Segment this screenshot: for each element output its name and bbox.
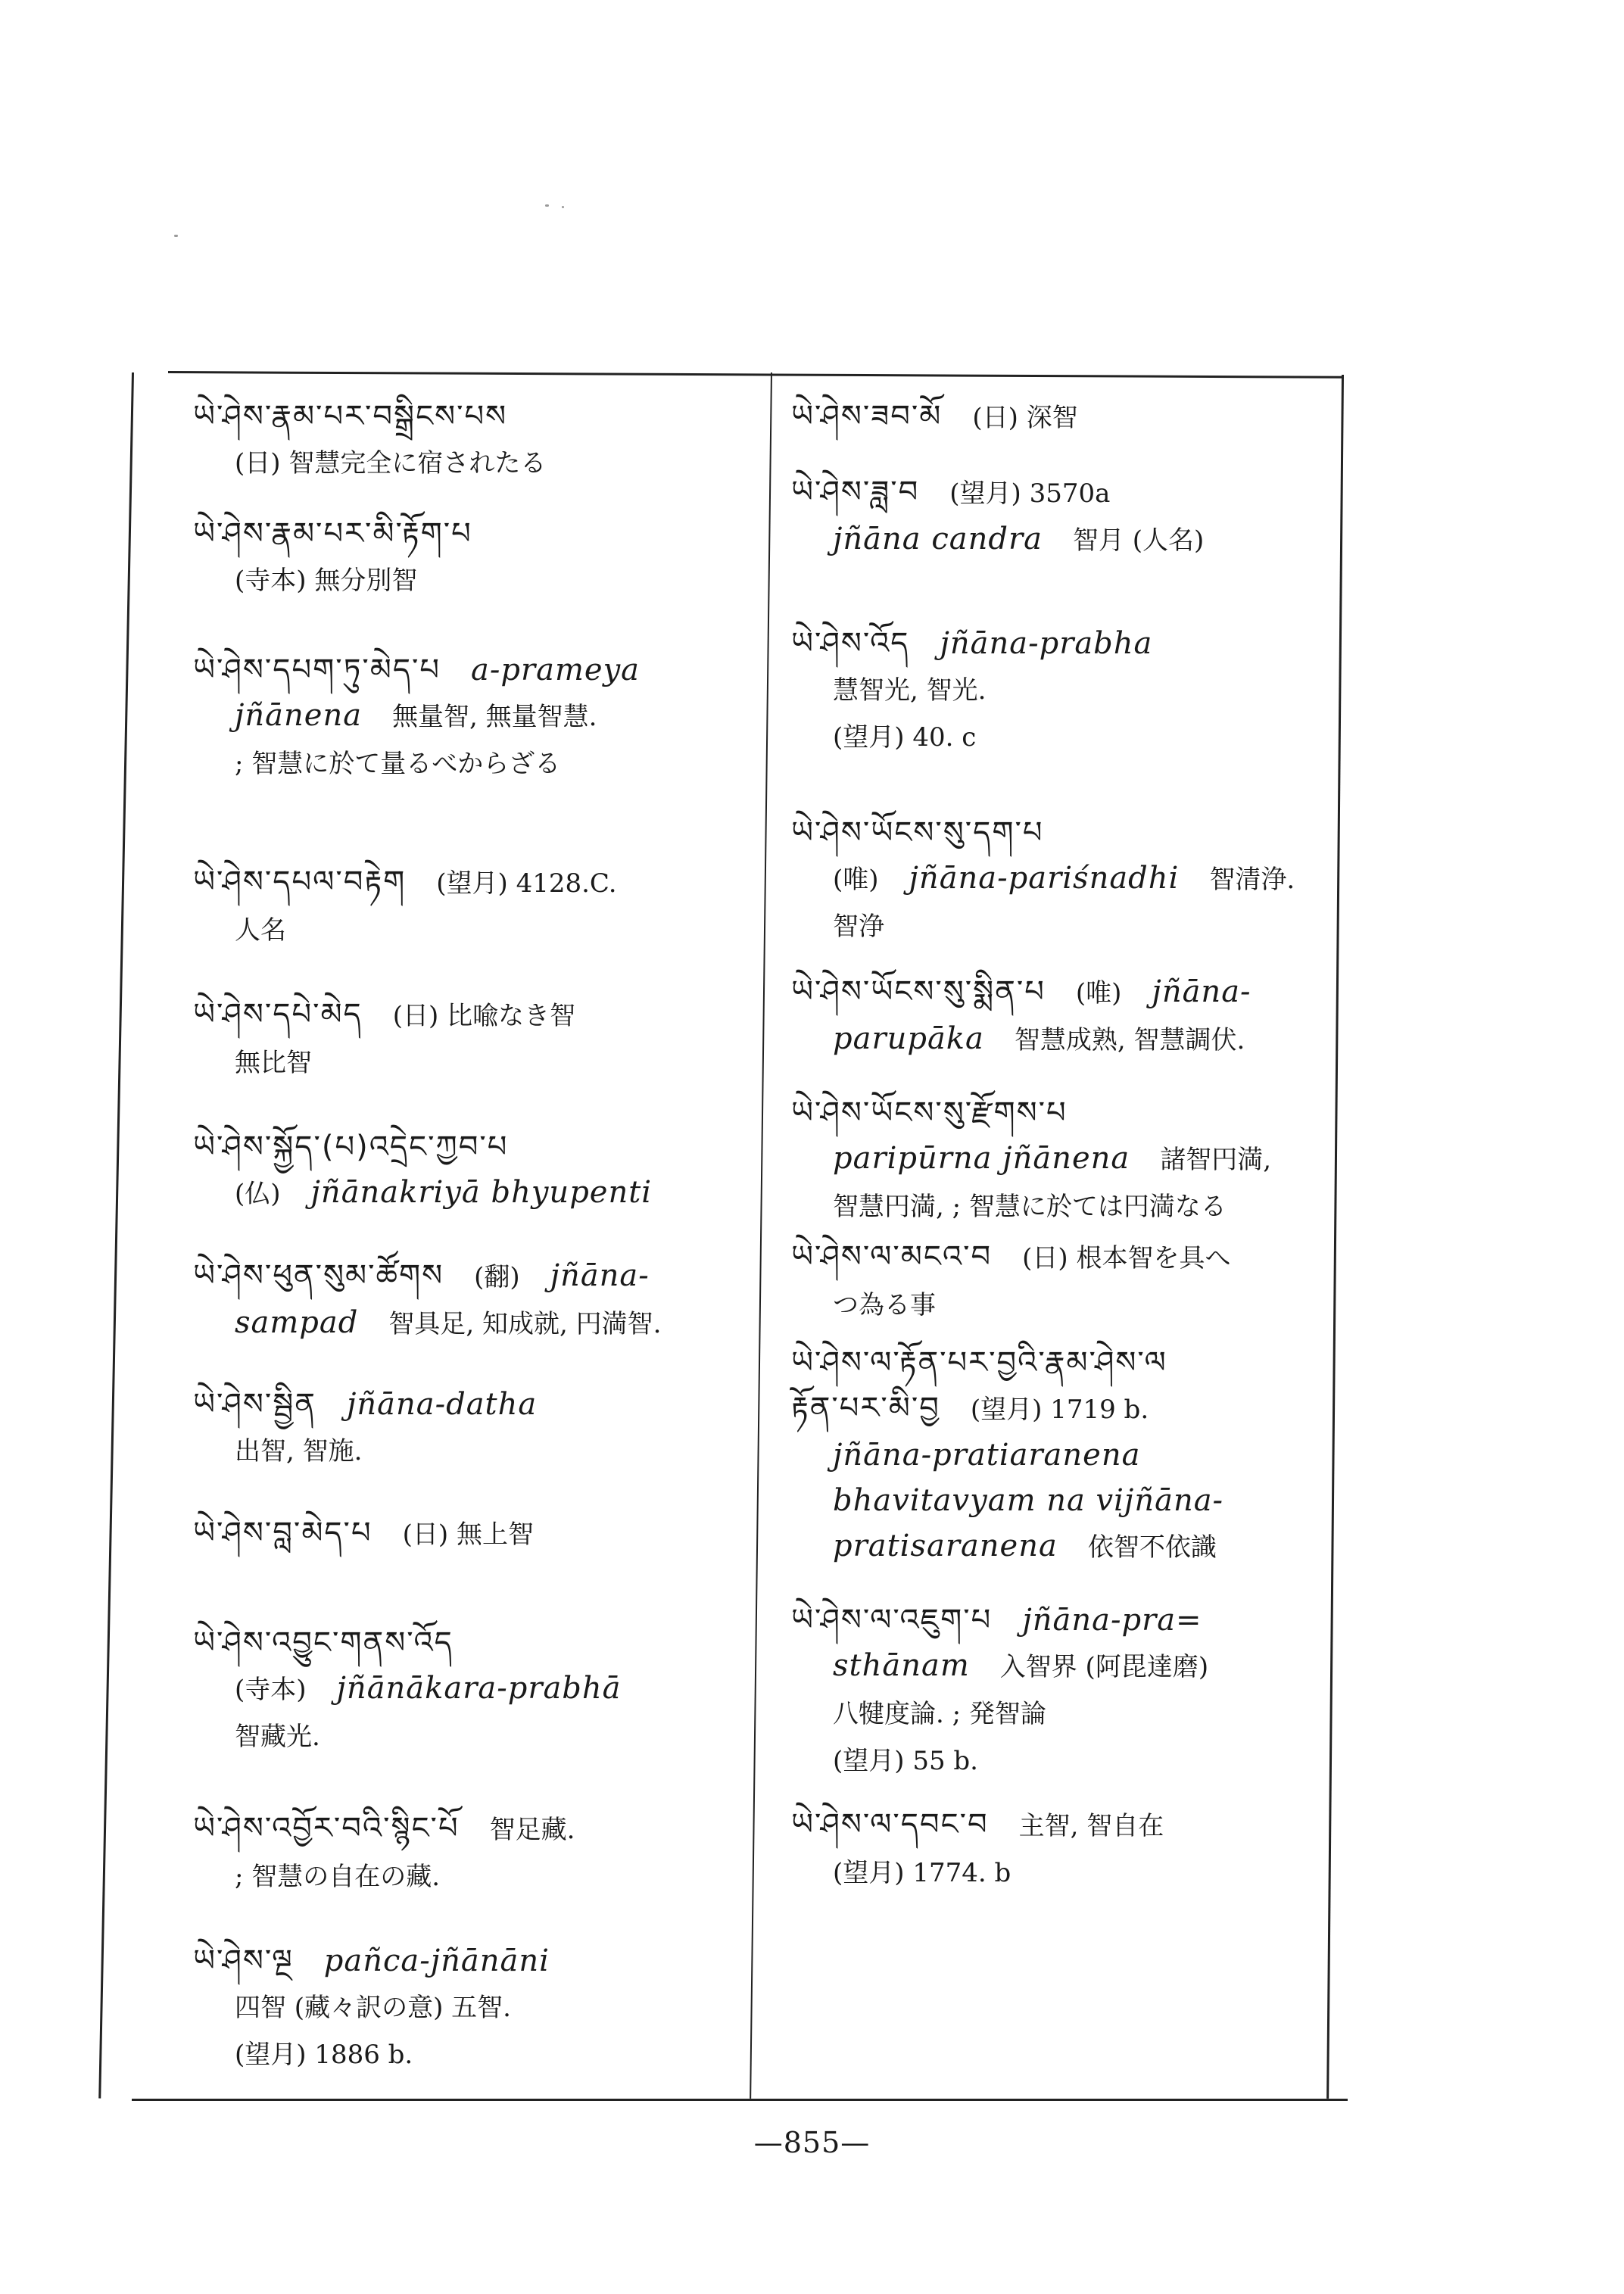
dictionary-entry (791, 1597, 1336, 1784)
tibetan-headword: ཡེ་ཤེས་ཕུན་སུམ་ཚོགས (193, 1258, 444, 1293)
entry-line (193, 1806, 753, 1853)
entry-line (791, 469, 1336, 516)
gloss-text: ; 智慧に於て量るべからざる (235, 749, 561, 779)
dictionary-entry (193, 1620, 753, 1759)
entry-line (193, 556, 753, 603)
dictionary-entry (193, 1806, 753, 1900)
entry-line (193, 992, 753, 1039)
entry-line (791, 1090, 1336, 1136)
dictionary-entry (193, 647, 753, 787)
gloss-text: 智藏光. (235, 1722, 320, 1752)
entry-line (791, 516, 1336, 563)
dictionary-entry (791, 969, 1336, 1063)
tibetan-headword: ཡེ་ཤེས་འབྱོར་བའི་སྙིང་པོ (193, 1811, 460, 1846)
entry-line (791, 969, 1336, 1016)
gloss-text: 主智, 智自在 (1018, 1811, 1164, 1841)
gloss-text: 智具足, 知成就, 円満智. (388, 1309, 662, 1339)
entry-line (193, 1938, 753, 1984)
gloss-text: 智浄 (833, 912, 884, 942)
entry-line (193, 693, 753, 740)
entry-line (193, 906, 753, 953)
entry-line (193, 1427, 753, 1474)
tibetan-headword: ཡེ་ཤེས་སྦྱིན (193, 1387, 316, 1422)
gloss-text: 人名 (235, 915, 286, 946)
sanskrit-equivalent: sthānam (833, 1648, 970, 1683)
entry-line (193, 394, 753, 439)
entry-line (791, 856, 1336, 902)
entry-line (791, 1737, 1336, 1784)
sanskrit-equivalent: bhavitavyam na vijñāna- (833, 1483, 1224, 1518)
entry-line (193, 1984, 753, 2031)
gloss-text: 智足藏. (489, 1815, 575, 1845)
gloss-text: ; 智慧の自在の藏. (235, 1862, 441, 1892)
gloss-text: (唯) (1075, 978, 1122, 1008)
gloss-text: 入智界 (阿毘達磨) (999, 1652, 1209, 1682)
entry-line (193, 511, 753, 556)
entry-line (791, 1597, 1336, 1643)
dictionary-entry (193, 1510, 753, 1557)
gloss-text: (望月) 1719 b. (970, 1395, 1149, 1425)
entry-line (791, 1802, 1336, 1849)
dictionary-entry (193, 1124, 753, 1217)
entry-line (193, 1124, 753, 1170)
gloss-text: (日) 根本智を具へ (1022, 1243, 1231, 1273)
source-reference: (仏) (235, 1179, 281, 1209)
gloss-text: 依智不依識 (1087, 1532, 1217, 1563)
entry-line (193, 1170, 753, 1217)
gloss-text: (寺本) 無分別智 (235, 566, 418, 596)
sanskrit-equivalent: pratisaranena (833, 1529, 1058, 1563)
entry-line (791, 810, 1336, 856)
page-number: —855— (753, 2126, 871, 2159)
entry-line (193, 859, 753, 906)
entry-line (193, 439, 753, 486)
sanskrit-equivalent: jñānākara-prabhā (336, 1671, 622, 1706)
gloss-text: 無量智, 無量智慧. (392, 702, 597, 732)
tibetan-headword: ཡེ་ཤེས་འོད (791, 626, 910, 661)
gloss-text: (日) 無上智 (402, 1519, 534, 1550)
gloss-text: 慧智光, 智光. (833, 675, 987, 706)
frame-top-border (168, 371, 1343, 379)
dictionary-entry (791, 810, 1336, 949)
entry-line (791, 1643, 1336, 1690)
entry-line (791, 902, 1336, 949)
sanskrit-equivalent: jñānena (235, 698, 363, 733)
entry-line (791, 1385, 1336, 1432)
dictionary-entry (791, 1090, 1336, 1230)
gloss-text: (望月) 55 b. (833, 1746, 978, 1776)
entry-line (791, 1340, 1336, 1385)
gloss-text: (望月) 1886 b. (235, 2040, 413, 2070)
tibetan-headword: ཡེ་ཤེས་དཔལ་བརྟེག (193, 865, 407, 899)
tibetan-headword: ཡེ་ཤེས་ལ་འཇུག་པ (791, 1603, 993, 1638)
entry-line (193, 1253, 753, 1300)
tibetan-headword: ཡེ་ཤེས་རྣམ་པར་བསྒྲིངས་པས (193, 399, 508, 434)
sanskrit-equivalent: jñāna- (550, 1258, 650, 1293)
tibetan-headword: ཡེ་ཤེས་ཡོངས་སུ་རྫོགས་པ (791, 1096, 1068, 1130)
sanskrit-equivalent: jñāna-pariśnadhi (909, 861, 1180, 896)
entry-line (791, 1183, 1336, 1230)
gloss-text: 出智, 智施. (235, 1436, 363, 1466)
tibetan-headword: ཡེ་ཤེས་ལ་མངའ་བ (791, 1239, 993, 1274)
source-reference: (唯) (833, 865, 879, 895)
dictionary-entry (193, 511, 753, 603)
entry-line (791, 1136, 1336, 1183)
entry-line (193, 1039, 753, 1086)
gloss-text: (望月) 1774. b (833, 1858, 1011, 1888)
tibetan-headword: ཡེ་ཤེས་ཡོངས་སུ་སྨིན་པ (791, 974, 1046, 1009)
scan-speck (545, 204, 549, 207)
sanskrit-equivalent: paripūrna jñānena (833, 1141, 1130, 1176)
entry-line (791, 1690, 1336, 1737)
dictionary-entry (791, 1340, 1336, 1570)
scan-speck (562, 206, 564, 208)
dictionary-entry (791, 621, 1336, 760)
sanskrit-equivalent: a-prameya (471, 653, 641, 687)
sanskrit-equivalent: parupāka (833, 1021, 984, 1056)
entry-line (193, 647, 753, 693)
tibetan-headword: ཡེ་ཤེས་འབྱུང་གནས་འོད (193, 1625, 454, 1660)
tibetan-headword: ཡེ་ཤེས་བླ་མེད་པ (193, 1516, 372, 1551)
entry-line (193, 2031, 753, 2077)
gloss-text: 諸智円満, (1160, 1145, 1272, 1175)
tibetan-headword: ཡེ་ཤེས་ལ་དབང་བ (791, 1807, 989, 1842)
dictionary-entry (791, 1802, 1336, 1896)
entry-line (791, 1849, 1336, 1896)
gloss-text: (望月) 4128.C. (436, 868, 617, 899)
gloss-text: 智清浄. (1209, 865, 1295, 895)
gloss-text: (日) 比喩なき智 (392, 1001, 576, 1031)
dictionary-entry (193, 992, 753, 1086)
gloss-text: (翻) (474, 1262, 520, 1292)
dictionary-entry (193, 394, 753, 486)
gloss-text: 智慧成熟, 智慧調伏. (1014, 1025, 1245, 1055)
tibetan-headword: ཡེ་ཤེས་དཔེ་མེད (193, 997, 363, 1032)
gloss-text: 無比智 (235, 1048, 312, 1078)
entry-line (193, 740, 753, 787)
entry-line (193, 1382, 753, 1427)
gloss-text: 智慧円満, ; 智慧に於ては円満なる (833, 1192, 1227, 1222)
sanskrit-equivalent: jñāna candra (833, 522, 1043, 556)
tibetan-headword: ཡེ་ཤེས་ཟབ་མོ (791, 399, 943, 434)
entry-line (193, 1853, 753, 1900)
entry-line (193, 1510, 753, 1557)
gloss-text: (望月) 40. c (833, 722, 977, 753)
entry-line (791, 1281, 1336, 1328)
sanskrit-equivalent: sampad (235, 1305, 359, 1340)
sanskrit-equivalent: pañca-jñānāni (323, 1943, 550, 1978)
entry-line (791, 1523, 1336, 1570)
dictionary-entry (791, 469, 1336, 563)
dictionary-entry (193, 1938, 753, 2077)
gloss-text: (日) 智慧完全に宿されたる (235, 448, 547, 478)
entry-line (193, 1300, 753, 1347)
entry-line (791, 621, 1336, 666)
dictionary-entry (193, 1382, 753, 1474)
entry-line (791, 394, 1336, 441)
tibetan-headword-continued: རྟོན་པར་མི་བྱ (791, 1391, 940, 1426)
entry-line (791, 713, 1336, 760)
entry-line (791, 1016, 1336, 1063)
gloss-text: (日) 深智 (972, 403, 1078, 433)
entry-line (791, 1432, 1336, 1478)
dictionary-entry (791, 394, 1336, 441)
dictionary-entry (791, 1234, 1336, 1328)
gloss-text: 四智 (藏々訳の意) 五智. (235, 1993, 511, 2023)
entry-line (193, 1666, 753, 1713)
entry-line (791, 1478, 1336, 1523)
tibetan-headword: ཡེ་ཤེས་རྣམ་པར་མི་རྟོག་པ (193, 516, 472, 551)
sanskrit-equivalent: jñānakriyā bhyupenti (310, 1175, 653, 1210)
sanskrit-equivalent: jñāna-pra= (1022, 1603, 1202, 1638)
dictionary-entry (193, 1253, 753, 1347)
entry-line (193, 1620, 753, 1666)
source-reference: (寺本) (235, 1675, 307, 1705)
sanskrit-equivalent: jñāna-datha (346, 1387, 538, 1422)
gloss-text: つ為る事 (833, 1290, 936, 1320)
entry-line (791, 1234, 1336, 1281)
gloss-text: (望月) 3570a (949, 478, 1111, 509)
tibetan-headword: ཡེ་ཤེས་ཡོངས་སུ་དག་པ (791, 815, 1044, 850)
tibetan-headword: ཡེ་ཤེས་དཔག་ཏུ་མེད་པ (193, 653, 441, 687)
scan-speck (174, 235, 178, 237)
entry-line (791, 666, 1336, 713)
gloss-text: 八犍度論. ; 発智論 (833, 1699, 1046, 1729)
gloss-text: 智月 (人名) (1072, 525, 1205, 556)
frame-left-border (98, 372, 134, 2099)
entry-line (193, 1713, 753, 1759)
dictionary-entry (193, 859, 753, 953)
sanskrit-equivalent: jñāna- (1152, 974, 1252, 1009)
tibetan-headword: ཡེ་ཤེས་ཟླ་བ (791, 475, 920, 510)
sanskrit-equivalent: jñāna-prabha (940, 626, 1153, 661)
sanskrit-equivalent: jñāna-pratiaranena (833, 1438, 1141, 1473)
tibetan-headword: ཡེ་ཤེས་ལ་རྟོན་པར་བྱའི་རྣམ་ཤེས་ལ (791, 1345, 1167, 1380)
frame-bottom-border (132, 2099, 1348, 2101)
tibetan-headword: ཡེ་ཤེས་ལྔ (193, 1943, 294, 1978)
tibetan-headword: ཡེ་ཤེས་སྐྱོད་(པ)འདྲེང་ཀྱབ་པ (193, 1130, 509, 1164)
